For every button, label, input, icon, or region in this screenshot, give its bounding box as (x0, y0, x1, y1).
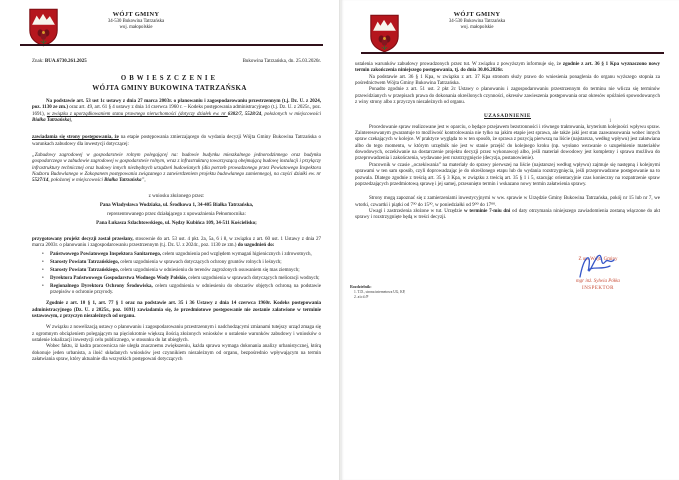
letterhead-text (427, 11, 527, 31)
applicant-block (32, 192, 321, 229)
letterhead (341, 0, 679, 46)
signature-block (538, 256, 658, 293)
paragraph-workload-1: W związku z nowelizacją ustawy o planowaniu i zagospodarowaniu przestrzennym i nadchodzącymi zmianami tutejszy urząd zmaga się z ogromnym obciążeniem polegającym na pięciokrotnie większą ilością złożonych wniosków o ustalenie warunków zabudowy i wniosków o ustalenie lokalizacji inwestycji celu publicznego, w stosunku do lat ubiegłych. (32, 325, 321, 343)
paragraph-access-hours: Strony mogą zapoznać się z zamierzeniami inwestycyjnymi w ww. sprawie w Urzędzie Gminy Bukowina Tatrzańska, pokój nr 15 lub nr 7, we wtorki, czwartki i piątki od 7³⁰ do 15³⁰, w poniedziałki od 9⁰⁰ do 17⁰⁰. (355, 196, 660, 208)
list-item: • Dyrektora Państwowego Gospodarstwa Wodnego Wody Polskie, celem uzgodnienia w sprawach dotyczących melioracji wodnych; (50, 276, 321, 282)
list-item: • Regionalnego Dyrektora Ochrony Środowiska, celem uzgodnienia w odniesieniu do obszarów objętych ochroną na podstawie przepisów o ochronie przyrody. (50, 284, 321, 297)
header-rule (20, 44, 323, 47)
applicant-line: z wniosku złożonego przez: (148, 193, 205, 199)
letterhead-text (86, 11, 186, 31)
letterhead (0, 0, 339, 46)
list-item: • Państwowego Powiatowego Inspektora Sanitarnego, celem uzgodnienia pod względem wymagań higienicznych i zdrowotnych, (50, 252, 321, 258)
distribution-item: 2. a/a d./P (354, 294, 369, 299)
title-line-2: WÓJTA GMINY BUKOWINA TATRZAŃSKA (92, 83, 247, 92)
title-line-1: OBWIESZCZENIE (120, 75, 219, 82)
signature-role: INSPEKTOR (582, 286, 614, 291)
reference-line (32, 59, 321, 64)
office-address: 34-530 Bukowina Tatrzańska (448, 19, 506, 25)
applicant-line: Pana Władysława Wodziaka, ul. Środkowa 1, 34-405 Białka Tatrzańska, (99, 202, 254, 208)
paragraph-statutory-delay: Zgodnie z art. 10 § 1, art. 77 § 1 oraz na podstawie art. 35 i 36 Ustawy z dnia 14 czerwca 1960r. Kodeks postępowania administracyjnego (Dz. U. z 2025r., poz. 1691) zawiadamia się, że przedmiotowe postępowanie nie zostanie załatwione w terminie ustawowym, z przyczyn niezależnych od organu. (32, 301, 321, 319)
coat-of-arms-icon (28, 7, 59, 53)
page2-body (355, 62, 660, 222)
office-name: WÓJT GMINY (112, 11, 160, 18)
applicant-line: Pana Łukasza Szlachtowskiego, ul. Nędzy Kubińca 109, 34-511 Kościelisko; (96, 221, 257, 227)
place-and-date: Bukowina Tatrzańska, dn. 25.03.2026r. (242, 59, 321, 64)
paragraph-remedy: Na podstawie art. 36 § 1 Kpa, w związku z art. 37 Kpa stronom służy prawo do wniesienia ponaglenia do organu wyższego stopnia za pośrednictwem Wójta Gminy Bukowina Tatrzańska. (355, 74, 660, 87)
paragraph-legal-basis: Na podstawie art. 53 ust 1c ustawy z dnia 27 marca 2003r. o planowaniu i zagospodarowaniu przestrzennym (t.j. Dz. U. z 2024, poz. 1130 ze zm.) oraz art. 49, art. 61 § 4 ustawy z dnia 14 czerwca 1960 r. – Kodeks postępowania administracyjnego (t.j. Dz. U. z 2025r., poz. 1691), w związku z uporządkowaniem stanu prawnego nieruchomości (dotyczy działek ew. nr 6382/7, 5528/24, położonych w miejscowości Białka Tatrzańska), (32, 98, 321, 123)
paragraph-procedure-2: Pracownik w czasie „oczekiwania” na materiały do sprawy pierwszej na liście (najstarszej według wpływu) zajmuje się następną i kolejnymi sprawami w ten sam sposób, czyli doprowadzając je do określonego etapu lub do wydania rozstrzygnięcia, jeśli przeprowadzone postępowanie na to pozwala. Dlatego zgodnie z treścią art. 35 § 3 Kpa, w związku z treścią art. 35 § 1 i 5, szacując orientacyjnie czas konieczny na rozpatrzenie spraw poprzedzających przedmiotową sprawę i jej samej, przesunięto termin i wskazano nowy termin załatwienia sprawy. (355, 162, 660, 187)
paragraph-notice: zawiadamia się strony postępowania, że na etapie postępowania zmierzającego do wydania decyzji Wójta Gminy Bukowina Tatrzańska o warunkach zabudowy dla inwestycji dotyczącej: (32, 135, 322, 147)
applicant-line: reprezentowanego przez działającego z upoważnienia Pełnomocnika: (107, 212, 246, 218)
handwritten-signature-icon (574, 250, 618, 292)
distribution-label: Rozdzielnik: (350, 284, 372, 289)
signature-on-behalf: Z up. Wójta Gminy (578, 257, 618, 262)
office-province: woj. małopolskie (460, 25, 494, 31)
list-item: • Starosty Powiatu Tatrzańskiego, celem uzgodnienia w odniesieniu do terenów zagrożonych osuwaniem się mas ziemnych; (50, 268, 321, 274)
approvals-list (32, 252, 321, 296)
list-item: • Starosty Powiatu Tatrzańskiego, celem uzgodnienia w sprawach dotyczących ochrony gruntów rolnych i leśnych; (50, 260, 321, 266)
page1-body (32, 99, 321, 363)
document-page-2 (340, 0, 679, 480)
office-province: woj. małopolskie (119, 25, 153, 31)
paragraph-continuation: ustalenia warunków zabudowy prowadzonych przez tut. W związku z powyższym informuje się, że zgodnie z art. 36 § 1 Kpa wyznaczono nowy termin zakończenia niniejszego postępowania, tj. do dnia 30.06.2026r. (355, 62, 660, 74)
paragraph-procedure-1: Procedowanie spraw realizowane jest w oparciu, o będące przejawem bezstronności i równego traktowania, kryterium kolejności wpływu spraw. Zainteresowanym gwarantuje to możliwość kontrolowania nie tylko na jakim etapie jest sprawa, ale także jaki jest stan zaawansowania wobec innych spraw czekających w kolejce. W praktyce wygląda to w ten sposób, że sprawa z pozycją pierwszą na liście (najstarsza, według wpływu) jest załatwiana albo do tego momentu, w którym urzędnik nie jest w stanie przejść do kolejnego kroku (np. wysłano wezwanie o uzupełnienie materiałów dowodowych, oczekiwanie na dostarczenie projektu decyzji przez wykonawcę) albo, jeśli materiał dowodowy jest kompletny i sprawa możliwa do przeprowadzenia i zakończenia, wydawane jest rozstrzygnięcie (decyzja, postanowienie). (355, 124, 660, 162)
section-heading: UZASADNIENIE (484, 113, 531, 120)
signature-name: mgr inż. Sylwia Półka (576, 278, 620, 284)
paragraph-workload-2: Wobec faktu, iż kadra pracownicza nie uległa znacznemu zwiększeniu, każda sprawa wymaga dokonania analizy urbanistycznej, którą dokonuje jeden urbanista, a ilość składanych wniosków jest czynnikiem niezależnym od organu, bezpośrednio wpływającym na termin załatwiania spraw, który aktualnie dla wszystkich postępowań dotyczących (32, 344, 321, 363)
document-title (0, 75, 339, 93)
paragraph-ponadto: Ponadto zgodnie z art. 51 ust. 2 pkt 2c Ustawy o planowaniu i zagospodarowaniu przestrzennym do terminu nie wlicza się terminów przewidzianych w przepisach prawa do dokonania określonych czynności, okresów zawieszenia postępowania oraz okresów opóźnień spowodowanych z winy strony albo z przyczyn niezależnych od organu. (355, 87, 660, 106)
paragraph-draft-sent: przygotowany projekt decyzji został przesłany, stosownie do art. 53 ust. 4 pkt. 2a, 5a, 6 i 8, w związku z art. 60 ust. 1 Ustawy z dnia 27 marca 2003r. o planowaniu i zagospodarowaniu przestrzennym (t.j. Dz. U. z 2024r., poz. 1130 ze zm.) do uzgodnień do: (32, 236, 321, 248)
case-number: Znak: BUA.6730.261.2025 (32, 59, 87, 64)
paragraph-remarks: Uwagi i zastrzeżenia złożone w tut. Urzędzie w terminie 7-miu dni od daty otrzymania niniejszego zawiadomienia zostaną włączone do akt sprawy i rozstrzygnięte będą w treści decyzji. (355, 208, 661, 221)
office-name: WÓJT GMINY (453, 11, 501, 18)
paragraph-investment-quote: „Zabudowy zagrodowej w gospodarstwie rolnym polegającej na: budowie budynku mieszkalnego jednorodzinnego oraz budynku gospodarczego w zabudowie zagrodowej w gospodarstwie rolnym, wraz z infrastrukturą towarzyszącą obejmującą budowę instalacji i przyłączy infrastruktury technicznej oraz budowy innych niezbędnych urządzeń budowlanych (dla potrzeb prowadzonego przez Powiatowego Inspektora Nadzoru Budowlanego w Zakopanem postępowania związanego z zatwierdzeniem projektu budowlanego zamiennego), na części działki ew. nr 5527/14, położonej w miejscowości Białka Tatrzańska”, (32, 152, 321, 184)
office-address: 34-530 Bukowina Tatrzańska (107, 19, 165, 25)
distribution-list (350, 284, 405, 300)
distribution-item: 1. T.D., strona internetowa UG, KP, (354, 289, 406, 294)
stray-pencil-mark: 1 (609, 119, 612, 124)
header-rule (361, 52, 664, 55)
